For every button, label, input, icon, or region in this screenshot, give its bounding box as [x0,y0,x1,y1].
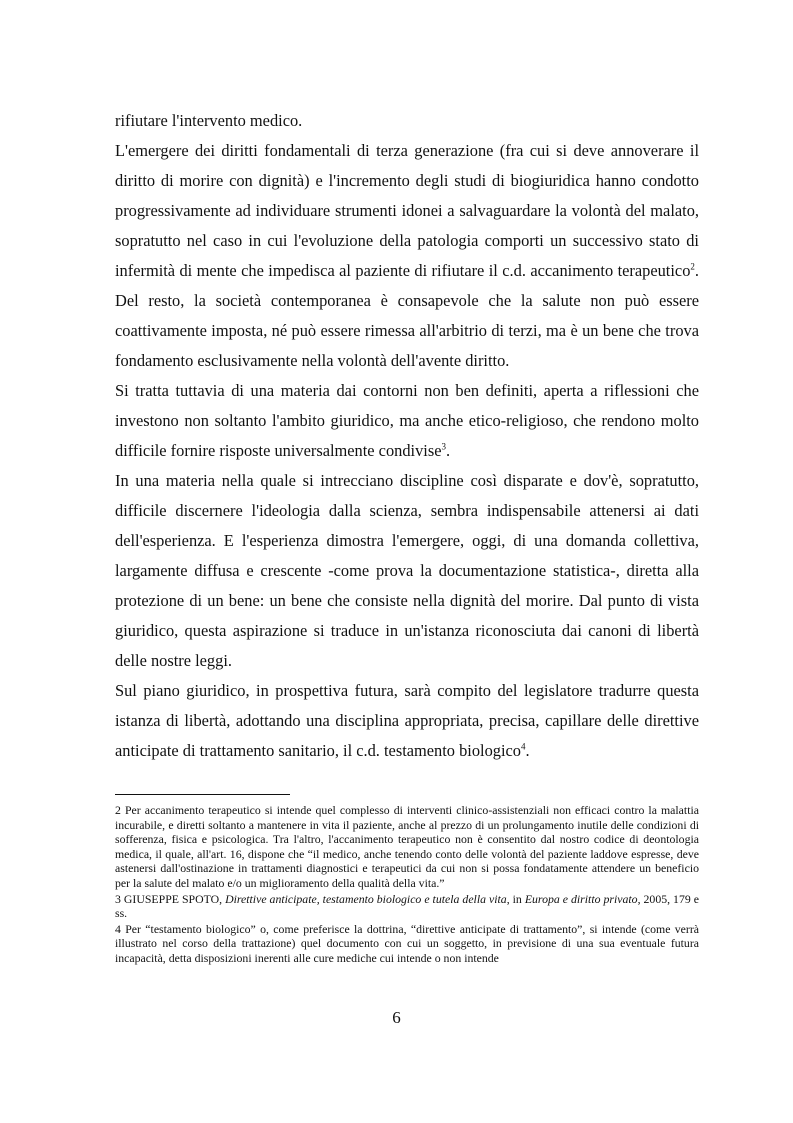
footnote-ref-4[interactable]: 4 [521,741,526,752]
footnote-4: 4 Per “testamento biologico” o, come preferisce la dottrina, “direttive anticipate di trattamento”, si intende (come verrà illustrato nel corso della trattazione) quel documento con cui un soggetto, in previsione di una sua eventuale futura incapacità, detta disposizioni inerenti alle cure mediche cui intende o non intende [115,921,699,965]
footnote-3-journal: Europa e diritto privato [524,891,638,906]
footnote-3-in: , in [506,891,525,906]
footnote-separator [115,794,290,795]
paragraph-2-text-a: L'emergere dei diritti fondamentali di terza generazione (fra cui si deve annoverare il diritto di morire con dignità) e l'incremento degli studi di biogiuridica hanno condotto progressivamente ad individuare strumenti idonei a salvaguardare la volontà del malato, sopratutto nel caso in cui l'evoluzione della patologia comporti un successivo stato di infermità di mente che impedisca al paziente di rifiutare il c.d. accanimento terapeutico [115,141,699,280]
footnote-3 [115,892,699,921]
footnote-3-ref: , 2005, 179 e ss. [115,891,699,921]
paragraph-4: In una materia nella quale si intrecciano discipline così disparate e dov'è, sopratutto, difficile discernere l'ideologia dalla scienza, sembra indispensabile attenersi ai dati dell'esperienza. E l'esperienza dimostra l'emergere, oggi, di una domanda collettiva, largamente diffusa e crescente -come prova la documentazione statistica-, diretta alla protezione di un bene: un bene che consiste nella dignità del morire. Dal punto di vista giuridico, questa aspirazione si traduce in un'istanza riconosciuta dai canoni di libertà delle nostre leggi. [115,471,699,670]
paragraph-3-text-a: Si tratta tuttavia di una materia dai contorni non ben definiti, aperta a riflessioni che investono non soltanto l'ambito giuridico, ma anche etico-religioso, che rendono molto difficile fornire risposte universalmente condivise [115,381,699,460]
footnote-3-author: 3 GIUSEPPE SPOTO, [115,891,226,906]
footnote-ref-2[interactable]: 2 [690,261,695,272]
page-number: 6 [392,1008,401,1027]
paragraph-1: rifiutare l'intervento medico. [115,111,303,130]
footnote-2: 2 Per accanimento terapeutico si intende quel complesso di interventi clinico-assistenziali non efficaci contro la malattia incurabile, e diretti soltanto a mantenere in vita il paziente, anche al prezzo di un prolungamento inutile delle condizioni di sofferenza, fisica e psicologica. Tra l'altro, l'accanimento terapeutico non è consentito dal nostro codice di deontologia medica, il quale, all'art. 16, dispone che “il medico, anche tenendo conto delle volontà del paziente laddove espresse, deve astenersi dall'ostinazione in trattamenti diagnostici e terapeutici da cui non si possa fondatamente attendere un beneficio per la salute del malato e/o un miglioramento della qualità della vita.” [115,803,699,890]
footnote-3-title: Direttive anticipate, testamento biologico e tutela della vita [225,891,507,906]
paragraph-3-text-b: . [446,441,451,460]
body-text [115,106,699,766]
paragraph-5-text-a: Sul piano giuridico, in prospettiva futura, sarà compito del legislatore tradurre questa istanza di libertà, adottando una disciplina appropriata, precisa, capillare delle direttive anticipate di trattamento sanitario, il c.d. testamento biologico [115,681,699,760]
paragraph-2-text-b: . Del resto, la società contemporanea è consapevole che la salute non può essere coattivamente imposta, né può essere rimessa all'arbitrio di terzi, ma è un bene che trova fondamento esclusivamente nella volontà dell'avente diritto. [115,261,699,370]
footnotes [115,803,699,967]
footnote-ref-3[interactable]: 3 [441,441,446,452]
paragraph-5 [115,676,699,766]
paragraph-5-text-b: . [525,741,530,760]
paragraph-2 [115,136,699,376]
paragraph-3 [115,376,699,466]
